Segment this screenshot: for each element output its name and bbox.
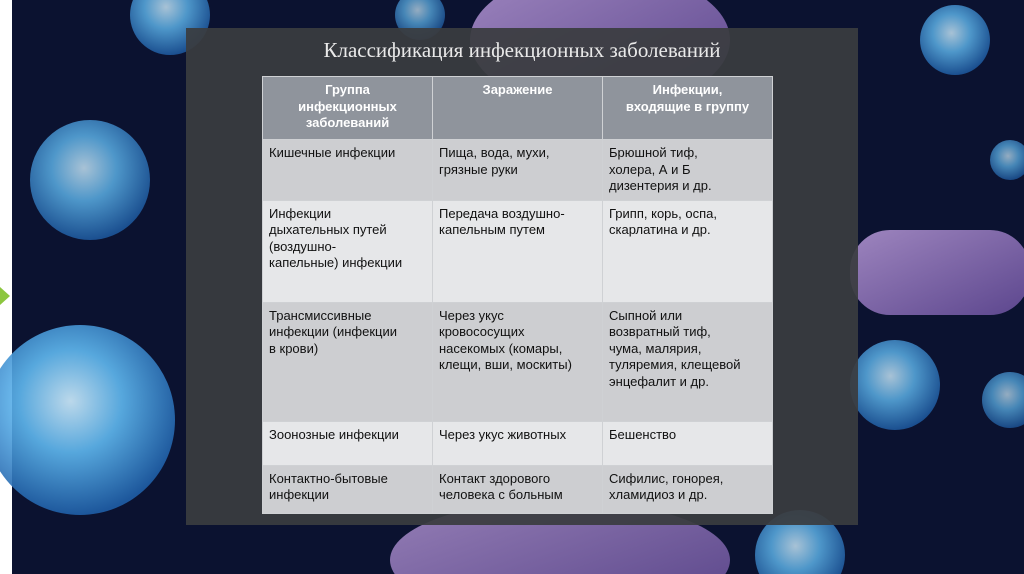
cell-group: Зоонозные инфекции <box>263 421 433 465</box>
cell-infections: Сифилис, гонорея, хламидиоз и др. <box>603 465 773 513</box>
header-group: Группа инфекционных заболеваний <box>263 77 433 140</box>
header-transmission: Заражение <box>433 77 603 140</box>
table-header-row <box>263 77 773 140</box>
header-infections: Инфекции, входящие в группу <box>603 77 773 140</box>
cell-transmission: Через укус животных <box>433 421 603 465</box>
accent-arrow <box>0 287 10 305</box>
classification-table <box>262 76 773 514</box>
table-row <box>263 421 773 465</box>
table-row <box>263 302 773 421</box>
cell-infections: Бешенство <box>603 421 773 465</box>
content-panel <box>186 28 858 525</box>
cell-group: Трансмиссивные инфекции (инфекции в крови) <box>263 302 433 421</box>
cell-transmission: Передача воздушно- капельным путем <box>433 200 603 302</box>
cell-transmission: Контакт здорового человека с больным <box>433 465 603 513</box>
cell-transmission: Через укус кровососущих насекомых (комары, клещи, вши, москиты) <box>433 302 603 421</box>
cell-group: Инфекции дыхательных путей (воздушно- капельные) инфекции <box>263 200 433 302</box>
cell-infections: Брюшной тиф, холера, А и Б дизентерия и др. <box>603 140 773 201</box>
cell-group: Контактно-бытовые инфекции <box>263 465 433 513</box>
table-row <box>263 140 773 201</box>
slide-title: Классификация инфекционных заболеваний <box>323 38 721 62</box>
cell-transmission: Пища, вода, мухи, грязные руки <box>433 140 603 201</box>
cell-group: Кишечные инфекции <box>263 140 433 201</box>
cell-infections: Грипп, корь, оспа, скарлатина и др. <box>603 200 773 302</box>
table-row <box>263 200 773 302</box>
cell-infections: Сыпной или возвратный тиф, чума, малярия, туляремия, клещевой энцефалит и др. <box>603 302 773 421</box>
table-row <box>263 465 773 513</box>
